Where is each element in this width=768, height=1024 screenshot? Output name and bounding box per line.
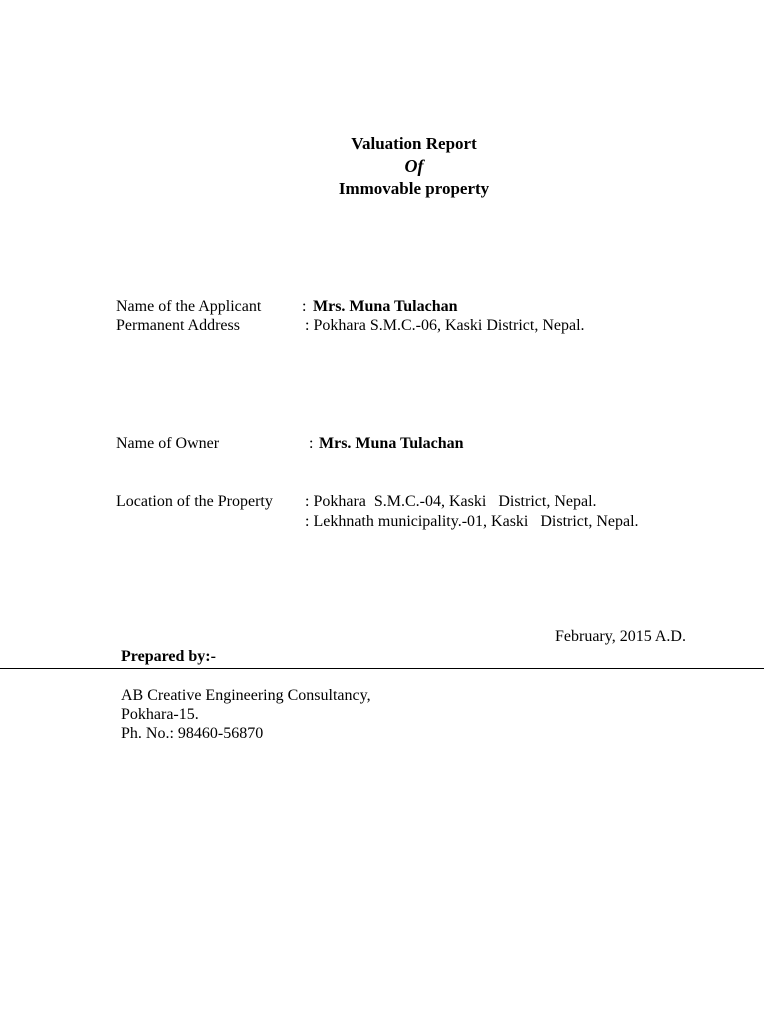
owner-name-colon: :: [309, 435, 314, 452]
property-location-2: : Lekhnath municipality.-01, Kaski District, Nepal.: [305, 513, 639, 530]
report-title: Valuation Report: [351, 134, 477, 153]
applicant-name-value: Mrs. Muna Tulachan: [313, 298, 458, 315]
company-name: AB Creative Engineering Consultancy,: [121, 687, 371, 704]
report-date: February, 2015 A.D.: [555, 628, 686, 645]
property-location-1: : Pokhara S.M.C.-04, Kaski District, Nepal.: [305, 493, 597, 510]
applicant-name-label: Name of the Applicant: [116, 298, 262, 315]
owner-name-value: Mrs. Muna Tulachan: [319, 435, 464, 452]
prepared-by-label: Prepared by:-: [121, 648, 216, 665]
property-location-label: Location of the Property: [116, 493, 273, 510]
report-title-of: Of: [404, 156, 424, 176]
applicant-name-colon: :: [302, 298, 307, 315]
report-subtitle: Immovable property: [338, 179, 490, 198]
company-phone: Ph. No.: 98460-56870: [121, 725, 264, 742]
owner-name-label: Name of Owner: [116, 435, 220, 452]
permanent-address-value: : Pokhara S.M.C.-06, Kaski District, Nepal.: [305, 317, 585, 334]
permanent-address-label: Permanent Address: [116, 317, 240, 334]
company-address: Pokhara-15.: [121, 706, 199, 723]
divider-line: [0, 668, 764, 669]
